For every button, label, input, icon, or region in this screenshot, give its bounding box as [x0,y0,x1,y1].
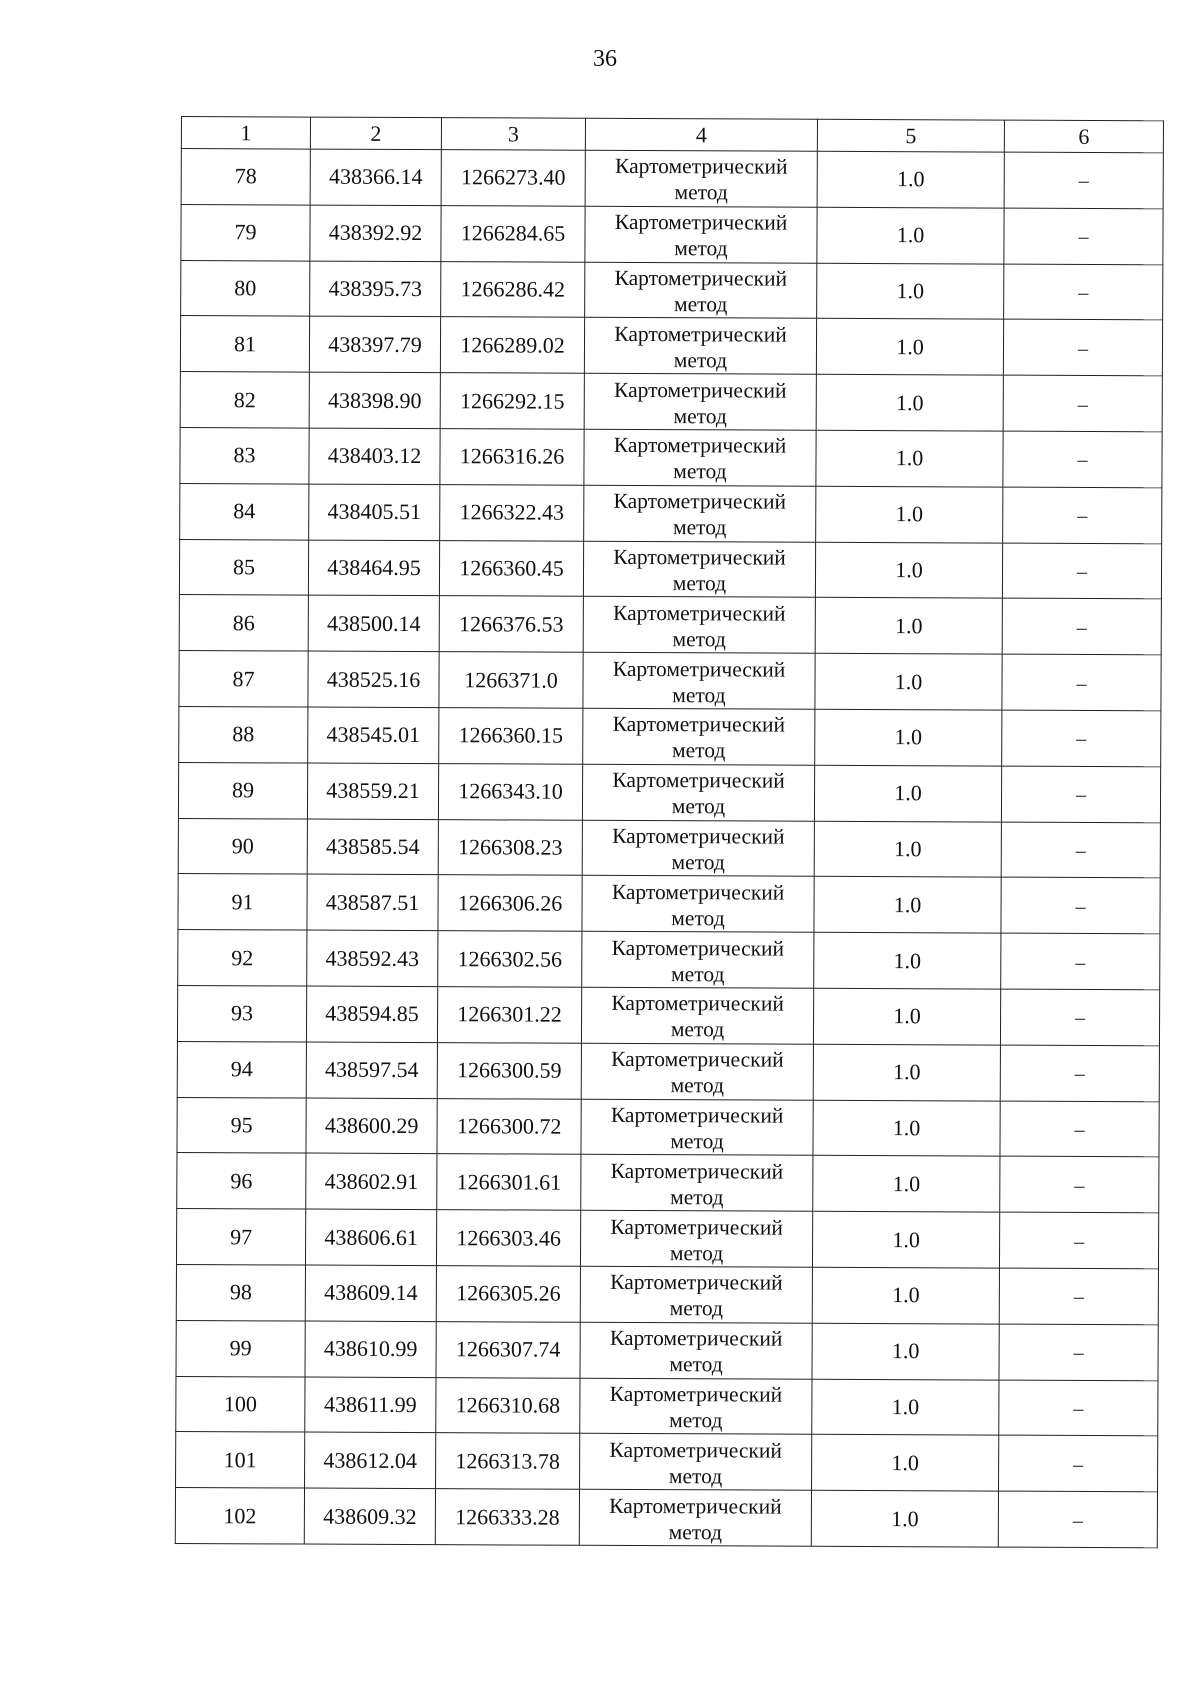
note-cell [999,1380,1158,1436]
x-coordinate-cell: 438587.51 [307,874,438,930]
x-coordinate-cell: 438392.92 [310,205,441,261]
method-line-1: Картометрический [612,768,785,793]
accuracy-cell: 1.0 [812,1323,999,1380]
point-number-cell: 91 [178,874,307,930]
note-dash: – [1077,393,1088,416]
table-row [179,595,1161,655]
accuracy-cell: 1.0 [814,821,1001,878]
method-line-2: метод [671,961,725,986]
y-coordinate-cell: 1266343.10 [438,763,582,819]
method-line-2: метод [669,1296,724,1321]
note-dash: – [1075,784,1087,807]
note-cell [999,1324,1158,1380]
note-cell [1000,1156,1159,1212]
y-coordinate-cell: 1266286.42 [441,261,585,317]
method-line-1: Картометрический [610,1270,783,1295]
method-line-2: метод [671,850,725,875]
y-coordinate-cell: 1266310.68 [436,1377,580,1433]
note-cell [1000,989,1159,1045]
x-coordinate-cell: 438464.95 [308,540,439,596]
method-line-1: Картометрический [610,1102,784,1128]
table-header [181,117,1163,153]
point-number-cell: 81 [180,316,309,372]
table-row [178,818,1160,878]
method-line-2: метод [673,347,728,373]
method-line-2: метод [669,1352,723,1377]
note-cell [999,1268,1158,1324]
x-coordinate-cell: 438397.79 [309,316,440,372]
coordinates-table [175,116,1164,1548]
table-row [181,149,1163,209]
note-dash: – [1074,1174,1085,1197]
y-coordinate-cell: 1266303.46 [436,1210,580,1266]
note-cell [1000,1045,1159,1101]
x-coordinate-cell: 438610.99 [305,1321,436,1377]
note-dash: – [1076,672,1087,695]
note-cell [1002,654,1161,710]
method-cell [582,931,814,988]
point-number-cell: 85 [179,539,308,595]
point-number-cell: 89 [178,762,307,818]
method-line-1: Картометрический [614,377,787,403]
y-coordinate-cell: 1266371.0 [439,652,583,708]
method-cell [580,1210,812,1267]
x-coordinate-cell: 438395.73 [310,261,441,317]
note-dash: – [1078,170,1089,193]
point-number-cell: 100 [176,1376,305,1432]
y-coordinate-cell: 1266360.15 [439,708,583,764]
note-cell [1002,543,1161,599]
point-number-cell: 83 [180,427,309,483]
method-cell [581,1155,813,1212]
x-coordinate-cell: 438612.04 [305,1432,436,1488]
accuracy-cell: 1.0 [813,1100,1000,1157]
accuracy-cell: 1.0 [811,1490,998,1547]
method-cell [585,262,817,319]
note-cell [1003,487,1162,543]
table-row [176,1209,1158,1269]
accuracy-cell: 1.0 [814,765,1001,822]
method-line-1: Картометрический [614,154,788,180]
table-row [179,539,1161,599]
method-line-2: метод [673,403,727,428]
method-cell [580,1434,812,1491]
y-coordinate-cell: 1266302.56 [438,931,582,987]
table-body [175,149,1163,1548]
method-line-1: Картометрический [610,1214,783,1240]
y-coordinate-cell: 1266301.61 [437,1154,581,1210]
y-coordinate-cell: 1266307.74 [436,1321,580,1377]
y-coordinate-cell: 1266306.26 [438,875,582,931]
point-number-cell: 99 [176,1320,305,1376]
x-coordinate-cell: 438602.91 [306,1153,437,1209]
x-coordinate-cell: 438366.14 [310,149,441,205]
point-number-cell: 79 [181,204,310,260]
table-row [178,930,1160,990]
note-dash: – [1078,226,1089,249]
header-cell-5: 5 [817,119,1004,152]
method-line-1: Картометрический [609,1493,782,1519]
note-dash: – [1074,1230,1085,1253]
header-cell-3: 3 [441,118,585,151]
point-number-cell: 95 [177,1097,306,1153]
method-line-2: метод [674,236,728,261]
header-row [181,117,1163,153]
note-cell [1003,431,1162,487]
method-line-1: Картометрический [613,489,787,514]
method-line-2: метод [672,571,727,596]
accuracy-cell: 1.0 [813,988,1000,1045]
point-number-cell: 93 [177,985,306,1041]
x-coordinate-cell: 438606.61 [305,1209,436,1265]
note-cell [1004,264,1163,320]
method-line-2: метод [668,1463,723,1489]
x-coordinate-cell: 438559.21 [307,763,438,819]
method-line-2: метод [672,515,727,540]
point-number-cell: 88 [179,706,308,762]
method-cell [582,876,814,933]
x-coordinate-cell: 438611.99 [305,1377,436,1433]
accuracy-cell: 1.0 [817,151,1004,208]
method-line-1: Картометрический [611,935,785,961]
table-row [175,1488,1157,1548]
x-coordinate-cell: 438592.43 [307,930,438,986]
accuracy-cell: 1.0 [815,653,1002,710]
y-coordinate-cell: 1266313.78 [436,1433,580,1489]
point-number-cell: 98 [176,1264,305,1320]
header-cell-2: 2 [310,117,441,150]
method-cell [585,206,817,263]
method-line-1: Картометрический [609,1326,783,1351]
note-dash: – [1075,951,1086,974]
method-cell [580,1266,812,1323]
note-dash: – [1077,337,1089,360]
point-number-cell: 92 [178,930,307,986]
x-coordinate-cell: 438545.01 [308,707,439,763]
method-line-1: Картометрический [609,1437,782,1463]
table-row [178,762,1160,822]
accuracy-cell: 1.0 [816,486,1003,543]
note-dash: – [1075,839,1086,862]
table-row [176,1432,1158,1492]
table-row [181,260,1163,320]
method-line-2: метод [668,1519,723,1544]
point-number-cell: 87 [179,651,308,707]
note-dash: – [1074,1118,1085,1141]
note-dash: – [1076,560,1088,583]
method-cell [584,318,816,375]
method-line-2: метод [673,292,728,317]
y-coordinate-cell: 1266376.53 [439,596,583,652]
accuracy-cell: 1.0 [815,598,1002,655]
accuracy-cell: 1.0 [817,263,1004,320]
method-cell [579,1489,811,1546]
point-number-cell: 86 [179,595,308,651]
point-number-cell: 80 [181,260,310,316]
method-cell [583,541,815,598]
y-coordinate-cell: 1266322.43 [440,484,584,540]
method-line-2: метод [670,1184,724,1210]
method-line-2: метод [670,1073,724,1098]
x-coordinate-cell: 438594.85 [306,986,437,1042]
table-row [180,483,1162,543]
y-coordinate-cell: 1266316.26 [440,429,584,485]
accuracy-cell: 1.0 [815,709,1002,766]
method-cell [581,1099,813,1156]
method-line-1: Картометрический [611,1047,784,1072]
accuracy-cell: 1.0 [812,1211,999,1268]
point-number-cell: 82 [180,372,309,428]
note-dash: – [1073,1453,1084,1476]
note-cell [999,1212,1158,1268]
note-cell [999,1435,1158,1491]
x-coordinate-cell: 438585.54 [307,819,438,875]
method-cell [580,1322,812,1379]
method-line-1: Картометрический [609,1381,783,1407]
method-line-1: Картометрический [612,712,786,738]
note-dash: – [1074,1063,1085,1086]
y-coordinate-cell: 1266284.65 [441,205,585,261]
method-line-2: метод [672,626,726,652]
y-coordinate-cell: 1266308.23 [438,819,582,875]
method-line-1: Картометрический [613,544,786,570]
method-line-2: метод [671,794,726,819]
note-dash: – [1073,1286,1084,1309]
note-dash: – [1073,1342,1084,1365]
point-number-cell: 101 [176,1432,305,1488]
note-dash: – [1078,281,1089,304]
y-coordinate-cell: 1266333.28 [435,1489,579,1545]
note-cell [1004,152,1163,208]
method-line-2: метод [669,1240,724,1265]
y-coordinate-cell: 1266292.15 [440,373,584,429]
method-cell [580,1378,812,1435]
note-dash: – [1073,1397,1084,1420]
accuracy-cell: 1.0 [816,374,1003,431]
x-coordinate-cell: 438398.90 [309,372,440,428]
accuracy-cell: 1.0 [815,542,1002,599]
point-number-cell: 84 [180,483,309,539]
table-row [181,204,1163,264]
method-line-1: Картометрический [611,991,784,1016]
note-cell [1002,710,1161,766]
accuracy-cell: 1.0 [812,1267,999,1324]
page-number: 36 [593,46,617,72]
point-number-cell: 94 [177,1041,306,1097]
note-dash: – [1076,616,1087,639]
method-cell [583,652,815,709]
note-cell [1004,208,1163,264]
x-coordinate-cell: 438405.51 [309,484,440,540]
table-row [177,985,1159,1045]
method-line-1: Картометрический [612,656,786,682]
accuracy-cell: 1.0 [813,1156,1000,1213]
method-cell [581,1043,813,1100]
point-number-cell: 96 [177,1153,306,1209]
note-cell [1001,822,1160,878]
header-cell-6: 6 [1004,120,1163,153]
point-number-cell: 102 [175,1488,304,1544]
note-dash: – [1075,1007,1086,1030]
table-row [179,706,1161,766]
x-coordinate-cell: 438597.54 [306,1042,437,1098]
point-number-cell: 97 [176,1209,305,1265]
method-cell [584,429,816,486]
note-dash: – [1077,449,1088,472]
method-cell [582,820,814,877]
method-cell [584,373,816,430]
x-coordinate-cell: 438403.12 [309,428,440,484]
method-line-1: Картометрический [614,265,788,291]
table-row [176,1320,1158,1380]
method-cell [583,708,815,765]
method-line-1: Картометрический [614,210,788,235]
accuracy-cell: 1.0 [817,207,1004,264]
note-dash: – [1075,895,1086,918]
table-row [180,427,1162,487]
table-row [177,1041,1159,1101]
method-line-2: метод [673,459,727,484]
y-coordinate-cell: 1266301.22 [437,987,581,1043]
method-line-2: метод [670,1017,725,1042]
table-row [178,874,1160,934]
point-number-cell: 90 [178,818,307,874]
method-line-2: метод [672,738,726,763]
accuracy-cell: 1.0 [814,932,1001,989]
note-cell [1000,1101,1159,1157]
accuracy-cell: 1.0 [816,430,1003,487]
note-dash: – [1072,1509,1083,1532]
note-cell [1001,877,1160,933]
table-row [180,316,1162,376]
method-cell [584,485,816,542]
note-cell [1003,375,1162,431]
x-coordinate-cell: 438525.16 [308,651,439,707]
accuracy-cell: 1.0 [813,1044,1000,1101]
method-line-1: Картометрический [614,321,787,347]
method-line-2: метод [672,682,726,707]
header-cell-1: 1 [181,117,310,150]
table-row [177,1097,1159,1157]
method-line-2: метод [670,1129,724,1154]
method-line-1: Картометрический [612,823,785,849]
method-cell [582,764,814,821]
method-line-2: метод [669,1408,723,1433]
method-cell [583,597,815,654]
note-cell [1001,766,1160,822]
method-cell [585,150,817,207]
y-coordinate-cell: 1266273.40 [441,150,585,206]
point-number-cell: 78 [181,149,310,205]
method-line-2: метод [671,905,725,931]
y-coordinate-cell: 1266300.72 [437,1098,581,1154]
note-dash: – [1076,728,1087,751]
note-cell [1001,933,1160,989]
table-row [179,651,1161,711]
y-coordinate-cell: 1266289.02 [440,317,584,373]
accuracy-cell: 1.0 [814,877,1001,934]
note-dash: – [1077,505,1088,528]
y-coordinate-cell: 1266305.26 [436,1266,580,1322]
x-coordinate-cell: 438500.14 [308,595,439,651]
note-cell [1002,598,1161,654]
method-line-2: метод [674,180,728,205]
method-line-1: Картометрический [611,879,785,905]
table-row [180,372,1162,432]
method-line-1: Картометрический [613,600,786,626]
note-cell [998,1491,1157,1547]
accuracy-cell: 1.0 [816,319,1003,376]
table-row [176,1376,1158,1436]
table-row [176,1264,1158,1324]
y-coordinate-cell: 1266360.45 [439,540,583,596]
method-line-1: Картометрический [613,433,787,459]
method-line-1: Картометрический [610,1158,784,1184]
x-coordinate-cell: 438609.14 [305,1265,436,1321]
x-coordinate-cell: 438600.29 [306,1098,437,1154]
y-coordinate-cell: 1266300.59 [437,1042,581,1098]
method-cell [581,987,813,1044]
accuracy-cell: 1.0 [812,1435,999,1492]
header-cell-4: 4 [585,118,817,151]
table-row [177,1153,1159,1213]
x-coordinate-cell: 438609.32 [304,1488,435,1544]
accuracy-cell: 1.0 [812,1379,999,1436]
note-cell [1003,319,1162,375]
